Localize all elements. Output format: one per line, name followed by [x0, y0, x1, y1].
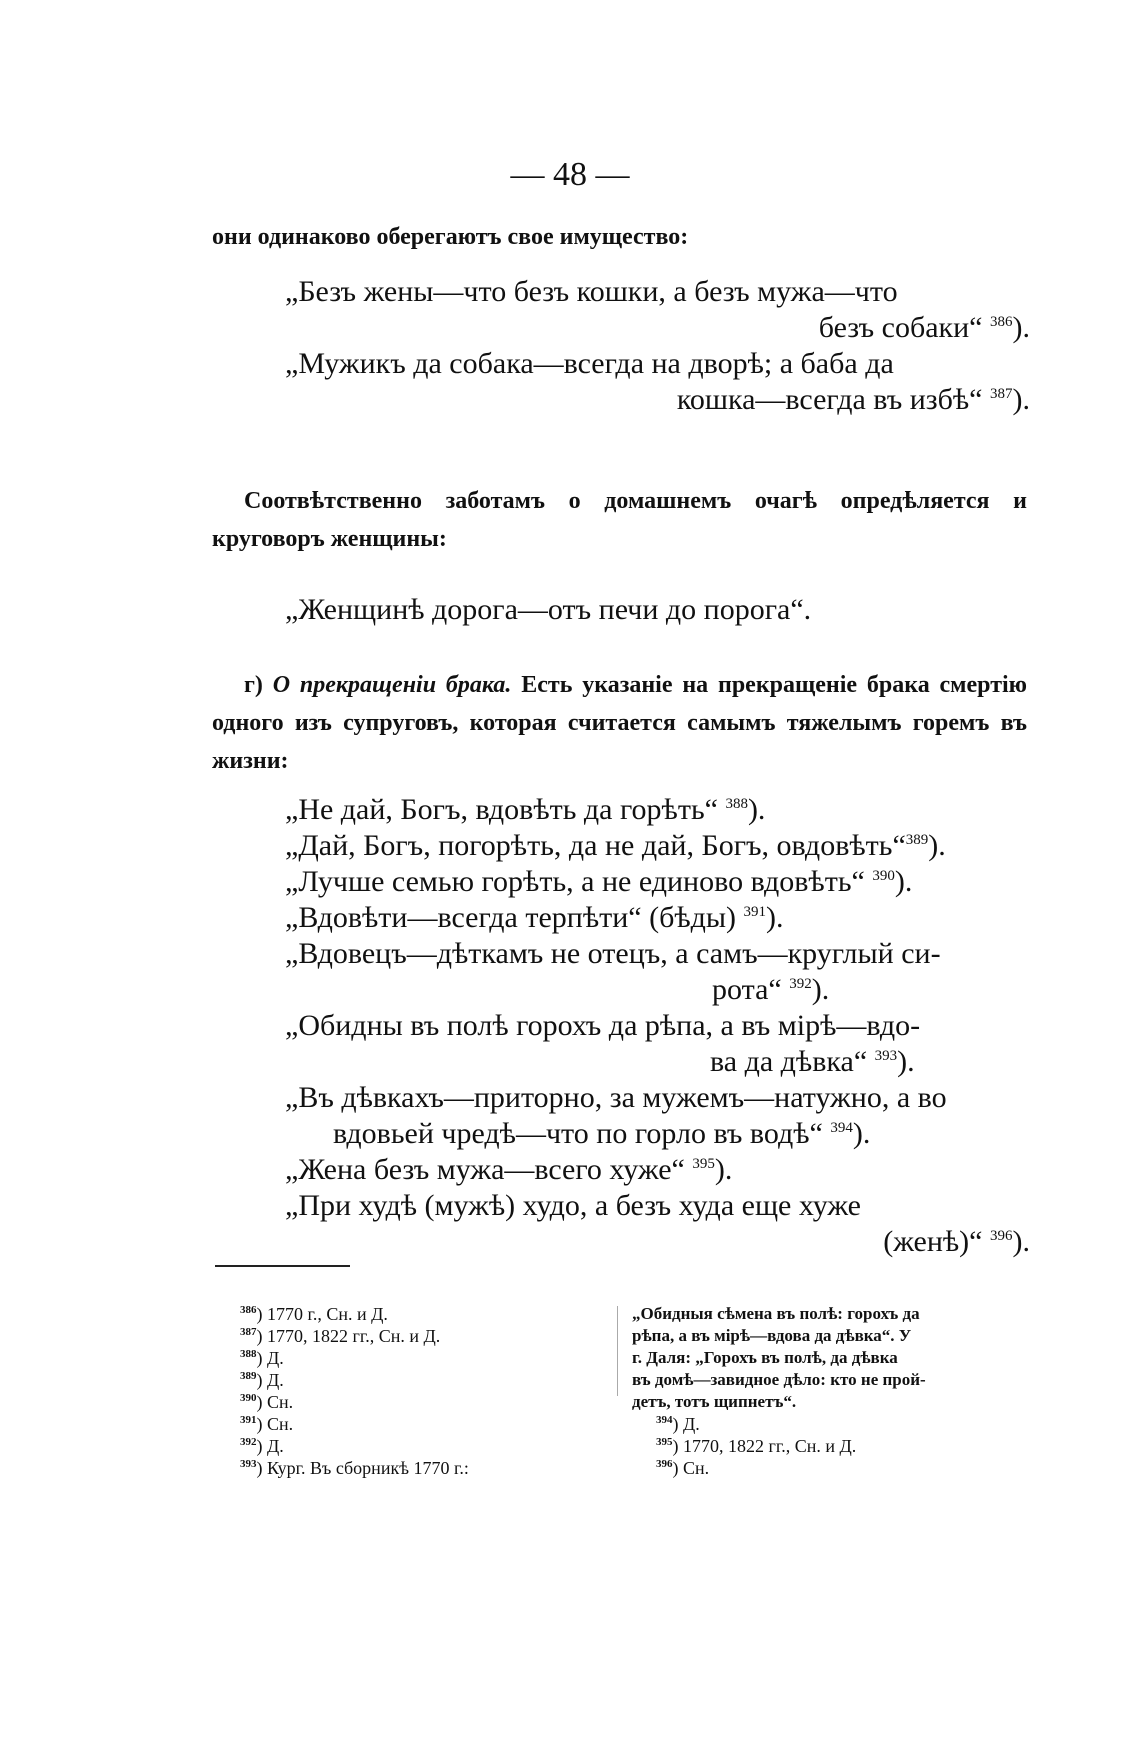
column-divider [617, 1306, 618, 1396]
page-number: — 48 — [510, 156, 630, 193]
quote-line: „Мужикъ да собака—всегда на дворѣ; а баба да [285, 347, 894, 380]
quote-line: „При худѣ (мужѣ) худо, а безъ худа еще хуже [285, 1189, 861, 1222]
footnotes-left [240, 1303, 469, 1479]
footnote: $^{394}$) Д. [656, 1414, 700, 1434]
footnote-ref: 386 [990, 314, 1013, 330]
footnote-separator [215, 1265, 350, 1267]
footnote: $^{389}$) Д. [240, 1370, 284, 1390]
paragraph-marriage-end: г) О прекращеніи брака. Есть указаніе на прекращеніе брака смертію одного изъ супруговъ, которая считается самымъ тяжелымъ горемъ въ жизни: [212, 672, 1028, 774]
quote-line: „Въ дѣвкахъ—приторно, за мужемъ—натужно, а во [285, 1081, 947, 1114]
quote-line: „Женщинѣ дорога—отъ печи до порога“. [285, 593, 812, 626]
quote-line: „Безъ жены—что безъ кошки, а безъ мужа—что [285, 275, 898, 308]
footnote-continuation: рѣпа, а въ мірѣ—вдова да дѣвка“. У [632, 1326, 912, 1345]
footnote: $^{392}$) Д. [240, 1436, 284, 1456]
intro-line: они одинаково оберегаютъ свое имущество: [212, 224, 689, 250]
footnote-continuation: „Обидныя сѣмена въ полѣ: горохъ да [632, 1304, 920, 1323]
quote-line: „Вдовѣти—всегда терпѣти“ (бѣды) $^{391}$). [285, 901, 784, 934]
footnote-ref: 387 [990, 386, 1013, 402]
footnote-continuation: г. Даля: „Горохъ въ полѣ, да дѣвка [632, 1348, 898, 1367]
quote-line: вдовьей чредѣ—что по горло въ водѣ“ $^{394}$). [333, 1117, 871, 1150]
quote-line: (женѣ)“ $^{396}$). [883, 1225, 1030, 1258]
quote-line: рота“ $^{392}$). [712, 973, 830, 1006]
footnote: $^{386}$) 1770 г., Сн. и Д. [240, 1304, 388, 1324]
quote-line: „Дай, Богъ, погорѣть, да не дай, Богъ, овдовѣть“$^{389}$). [285, 829, 946, 862]
quote-line: безъ собаки“ $^{386}$). [818, 311, 1030, 344]
quote-line: „Вдовецъ—дѣткамъ не отецъ, а самъ—круглый си- [285, 937, 941, 970]
paragraph-hearth: Соотвѣтственно заботамъ о домашнемъ очагѣ опредѣляется и круговоръ женщины: [212, 488, 1027, 552]
footnote: $^{390}$) Сн. [240, 1392, 294, 1412]
quote-block-3 [285, 792, 1030, 1260]
footnote: $^{391}$) Сн. [240, 1414, 294, 1434]
quote-line: кошка—всегда въ избѣ“ $^{387}$). [676, 383, 1030, 416]
quote-line: „Обидны въ полѣ горохъ да рѣпа, а въ мірѣ—вдо- [285, 1009, 921, 1042]
quote-block-2 [285, 592, 1030, 628]
footnote: $^{388}$) Д. [240, 1348, 284, 1368]
quote-block-1 [285, 274, 1030, 418]
quote-line: „Не дай, Богъ, вдовѣть да горѣть“ $^{388}$). [285, 793, 766, 826]
quote-line: ва да дѣвка“ $^{393}$). [710, 1045, 915, 1078]
quote-line: „Жена безъ мужа—всего хуже“ $^{395}$). [285, 1153, 733, 1186]
footnote: $^{396}$) Сн. [656, 1458, 710, 1478]
footnote-continuation: детъ, тотъ щипнетъ“. [632, 1392, 797, 1411]
footnote: $^{393}$) Кург. Въ сборникѣ 1770 г.: [240, 1458, 469, 1478]
footnote: $^{395}$) 1770, 1822 гг., Сн. и Д. [656, 1436, 857, 1456]
quote-line: „Лучше семью горѣть, а не единово вдовѣть“ $^{390}$). [285, 865, 913, 898]
footnotes-right [632, 1303, 926, 1479]
section-title: О прекращеніи брака. [272, 672, 512, 698]
footnote: $^{387}$) 1770, 1822 гг., Сн. и Д. [240, 1326, 441, 1346]
footnote-continuation: въ домѣ—завидное дѣло: кто не прой- [632, 1370, 926, 1389]
